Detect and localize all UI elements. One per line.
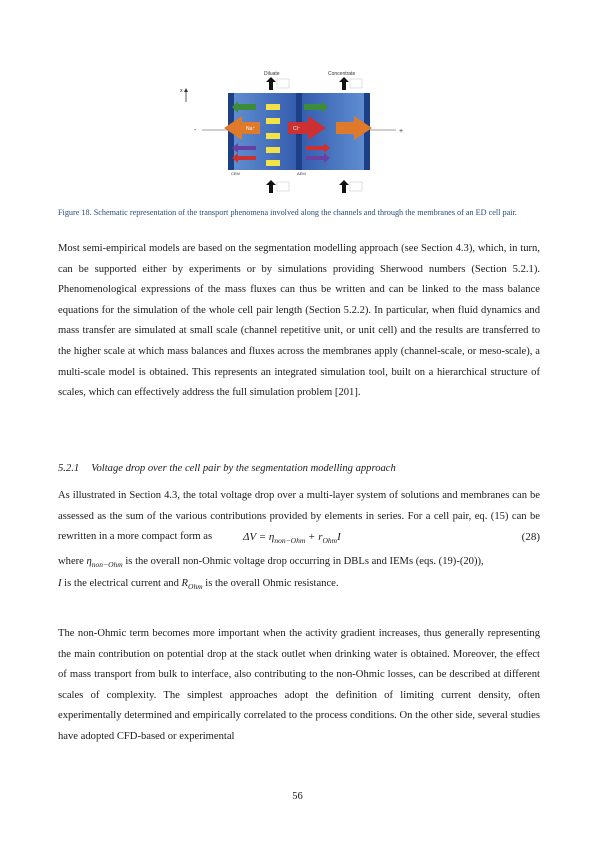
paragraph-2: As illustrated in Section 4.3, the total voltage drop over a multi-layer system of solutions and membranes can be assessed as the sum of the various contributions provided by elements in series. For a cell pair, eq. (15) can be rewritten in a more compact form as xyxy=(58,490,540,543)
figure-18 xyxy=(176,66,420,198)
equation-number: (28) xyxy=(521,531,540,543)
paragraph-3: where $\eta_{non-Ohm}$ is the overall non-Ohmic voltage drop occurring in DBLs and IEMs (eqs. (19)-(20)), I is the electrical current and $R_{Ohm}$ is the overall Ohmic resistance. xyxy=(58,556,484,592)
section-number: 5.2.1 xyxy=(58,463,80,474)
inlet-arrow-concentrate xyxy=(339,180,362,193)
plus-sign: + xyxy=(399,128,404,135)
paragraph-1: Most semi-empirical models are based on the segmentation modelling approach (see Section 4.3), which, in turn, can be supported either by experiments or by simulations providing Sherwood numbers (Section 5.2.1). Phenomenological expressions of the mass fluxes can thus be written and can be linked to the mass balance equations for the simulation of the whole cell pair length (Section 5.2.2). In particular, when fluid dynamics and mass transfer are simulated at small scale (channel repetitive unit, or unit cell) and the results are transferred to the higher scale at which mass balances and fluxes across the membranes apply (channel-scale, or meso-scale), a multi-scale model is obtained. This represents an integrated simulation tool, built on a hierarchical structure of scales, which can effectively address the full simulation problem [201]. xyxy=(58,243,540,399)
inlet-arrow-diluate xyxy=(266,180,289,193)
outlet-arrow-concentrate xyxy=(339,77,362,90)
diluate-label: Diluate xyxy=(264,71,280,77)
paragraph-4: The non-Ohmic term becomes more important when the activity gradient increases, thus generally representing the main contribution on potential drop at the stack outlet when drinking water is obtained. Moreover, the effect of mass transport from bulk to interface, also contributing to the non-Ohmic losses, can be described at different scales of complexity. The simplest approaches adopt the definition of limiting current density, often experimentally determined and empirically correlated to the process conditions. On the other side, several studies have adopted CFD-based or experimental xyxy=(58,628,540,742)
section-heading xyxy=(58,461,540,477)
outlet-arrow-diluate xyxy=(266,77,289,90)
svg-text:x: x xyxy=(180,88,183,94)
concentrate-label: Concentrate xyxy=(328,71,356,77)
svg-text:Cl⁻: Cl⁻ xyxy=(293,126,301,132)
page-number: 56 xyxy=(292,791,303,802)
svg-text:Na⁺: Na⁺ xyxy=(246,126,256,132)
figure-caption: Figure 18. Schematic representation of the transport phenomena involved along the channels and through the membranes of an ED cell pair. xyxy=(58,208,517,217)
aem-label: AEM xyxy=(297,171,306,176)
equation-body: $\Delta V = \eta_{non-Ohm} + r_{Ohm}I$ xyxy=(243,531,341,546)
section-title: Voltage drop over the cell pair by the segmentation modelling approach xyxy=(91,463,396,474)
cem-label: CEM xyxy=(231,171,240,176)
equation-28 xyxy=(58,531,540,549)
x-axis-arrow xyxy=(180,88,188,102)
minus-sign: - xyxy=(194,127,197,134)
ed-cell-schematic xyxy=(176,66,420,198)
